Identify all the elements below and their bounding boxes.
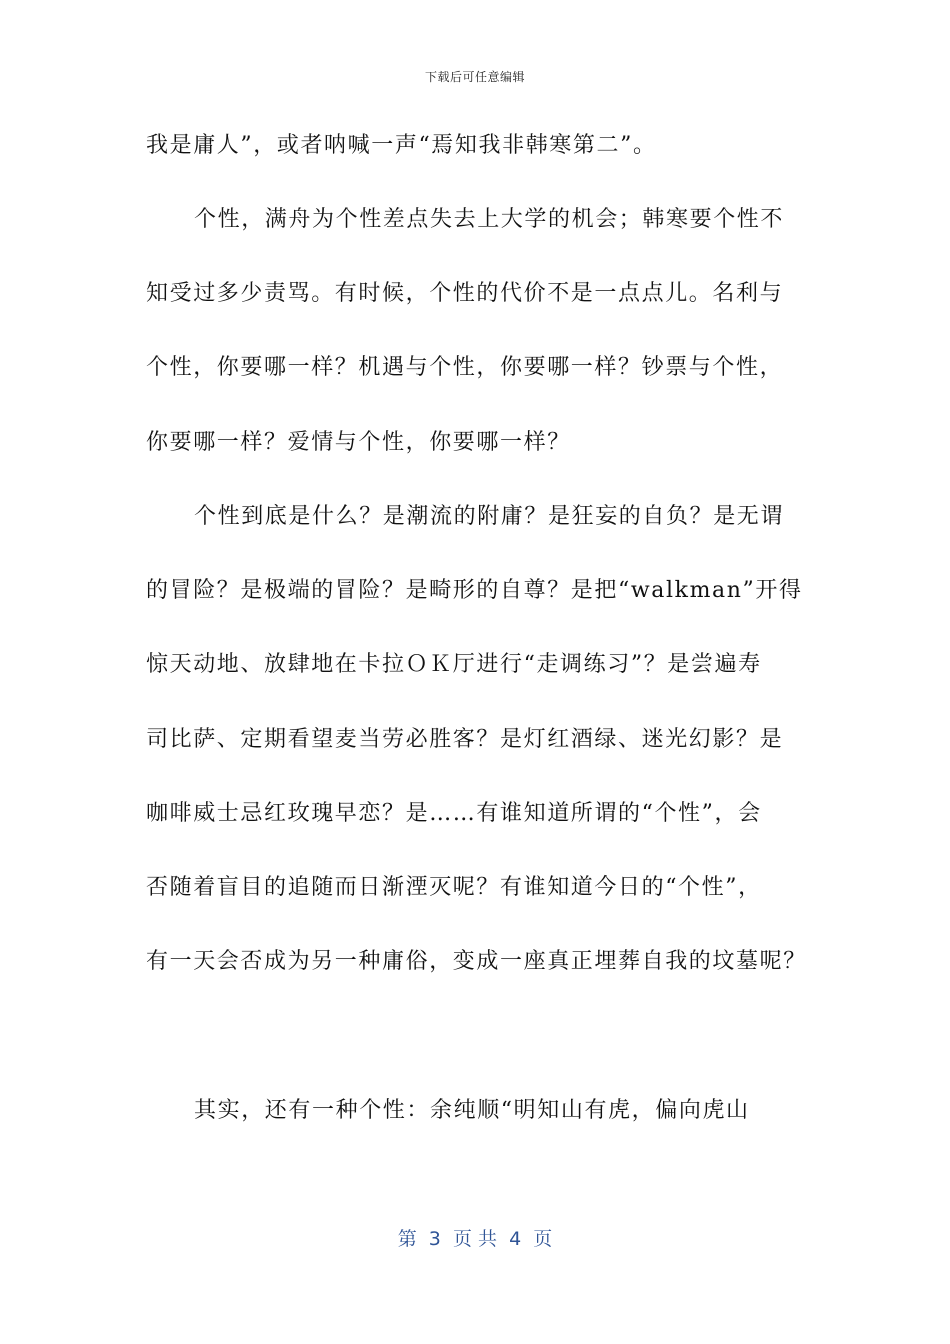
text-line-12: 有一天会否成为另一种庸俗，变成一座真正埋葬自我的坟墓呢？ bbox=[146, 949, 807, 974]
text-line-2: 个性，满舟为个性差点失去上大学的机会；韩寒要个性不 bbox=[194, 207, 785, 232]
page-header: 下载后可任意编辑 bbox=[424, 70, 525, 84]
text-line-8: 惊天动地、放肆地在卡拉ＯＫ厅进行“走调练习”？是尝遍寿 bbox=[146, 652, 762, 677]
text-line-10: 咖啡威士忌红玫瑰早恋？是……有谁知道所谓的“个性”，会 bbox=[146, 801, 762, 826]
text-line-11: 否随着盲目的追随而日渐湮灭呢？有谁知道今日的“个性”， bbox=[146, 875, 762, 900]
text-line-5: 你要哪一样？爱情与个性，你要哪一样？ bbox=[146, 430, 571, 455]
text-line-4: 个性，你要哪一样？机遇与个性，你要哪一样？钞票与个性， bbox=[146, 355, 784, 380]
text-line-1: 我是庸人”，或者呐喊一声“焉知我非韩寒第二”。 bbox=[146, 133, 657, 158]
page-footer: 第 3 页 共 4 页 bbox=[397, 1228, 553, 1250]
text-line-9: 司比萨、定期看望麦当劳必胜客？是灯红酒绿、迷光幻影？是 bbox=[146, 727, 784, 752]
text-line-7: 的冒险？是极端的冒险？是畸形的自尊？是把“walkman”开得 bbox=[146, 578, 803, 603]
text-line-3: 知受过多少责骂。有时候，个性的代价不是一点点儿。名利与 bbox=[146, 281, 784, 306]
text-line-6: 个性到底是什么？是潮流的附庸？是狂妄的自负？是无谓 bbox=[194, 504, 785, 529]
text-line-13: 其实，还有一种个性：余纯顺“明知山有虎，偏向虎山 bbox=[194, 1098, 750, 1123]
